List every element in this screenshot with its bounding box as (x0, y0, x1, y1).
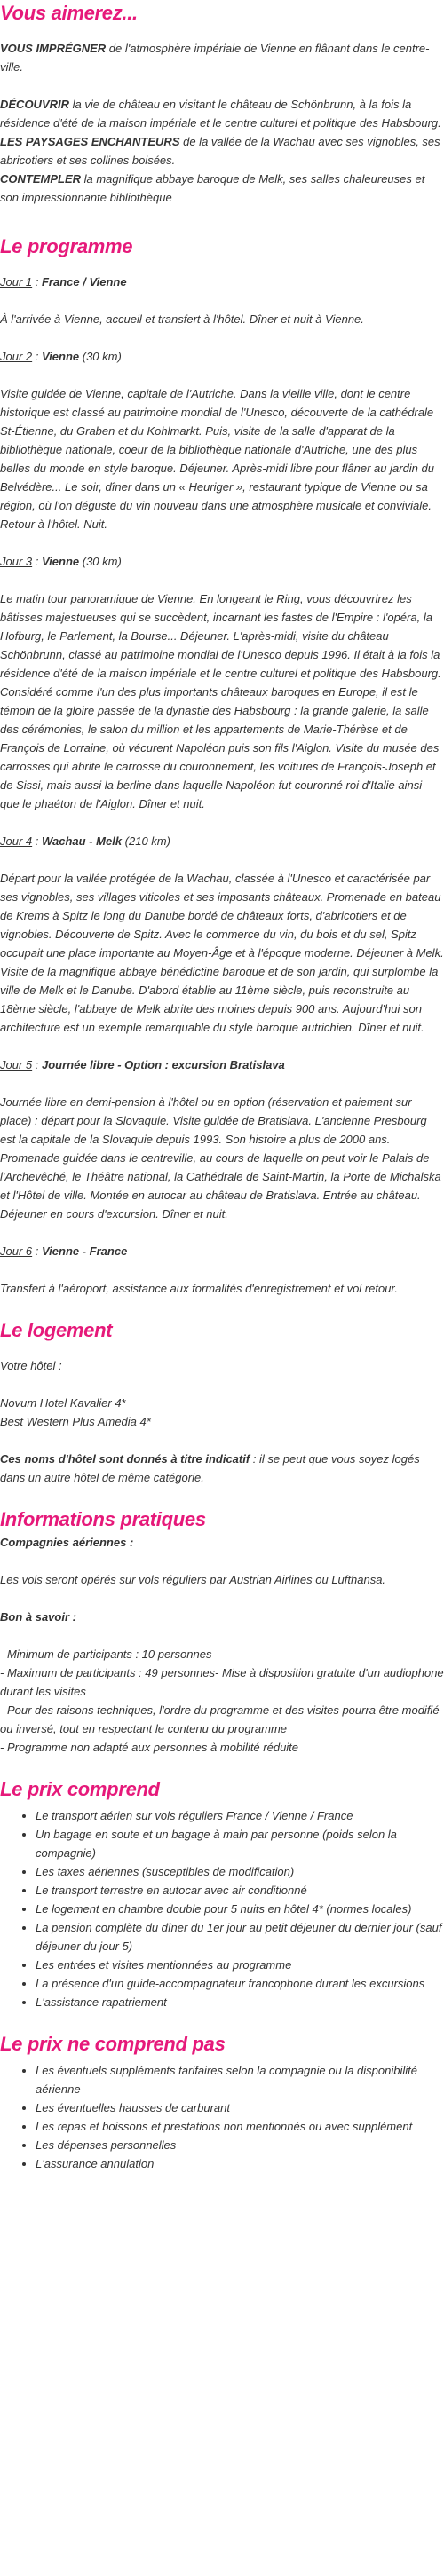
section-vous-aimerez (0, 0, 444, 207)
day-text: Départ pour la vallée protégée de la Wachau, classée à l'Unesco et caractérisée par ses vignobles, ses villages viticoles et ses imposants châteaux. Promenade en bateau de Krems à Spitz le long du Danube bordé de châteaux forts, d'abricotiers et de vignobles. Découverte de Spitz. Avec le commerce du vin, du bois et du sel, Spitz occupait une place importante au Moyen-Âge et à l'époque moderne. Déjeuner à Melk. Visite de la magnifique abbaye bénédictine baroque et de son jardin, qui surplombe la ville de Melk et le Danube. D'abord établie au 11ème siècle, puis reconstruite au 18ème siècle, l'abbaye de Melk abrite des moines depuis 900 ans. Aujourd'hui son architecture est un exemple remarquable du style baroque autrichien. Dîner et nuit. (0, 872, 444, 1034)
hotel-label: Votre hôtel : (0, 1359, 62, 1372)
know-heading: Bon à savoir : (0, 1610, 76, 1624)
section-prix-ne-comprend-pas (0, 2031, 444, 2173)
day-text: Journée libre en demi-pension à l'hôtel ou en option (réservation et paiement sur place) : départ pour la Slovaquie. Visite guidée de Bratislava. L'ancienne Presbourg est la capitale de la Slovaquie depuis 1993. Son histoire a plus de 2000 ans. Promenade guidée dans le centreville, au cours de laquelle on peut voir le Palais de l'Archevêché, le Théâtre national, la Cathédrale de Saint-Martin, la Porte de Michalska et l'Hôtel de ville. Montée en autocar au château de Bratislava. Entrée au château. Déjeuner en cours d'excursion. Dîner et nuit. (0, 1095, 441, 1221)
section-title-programme: Le programme (0, 235, 133, 257)
list-item: • La présence d'un guide-accompagnateur francophone durant les excursions (36, 1974, 444, 1993)
prix-ne-comprend-list (0, 2061, 444, 2173)
section-title-vous-aimerez: Vous aimerez... (0, 2, 138, 24)
section-title-informations: Informations pratiques (0, 1508, 206, 1530)
aimerez-item: CONTEMPLER la magnifique abbaye baroque de Melk, ses salles chaleureuses et son impressionnante bibliothèque (0, 172, 425, 204)
day-heading: Jour 2 : Vienne (30 km) (0, 350, 122, 363)
day-heading: Jour 5 : Journée libre - Option : excursion Bratislava (0, 1058, 285, 1071)
day-text: Le matin tour panoramique de Vienne. En longeant le Ring, vous découvrirez les bâtisses majestueuses qui se succèdent, incarnant les fastes de l'Empire : l'opéra, la Hofburg, le Parlement, la Bourse... Déjeuner. L'après-midi, visite du château Schönbrunn, classé au patrimoine mondial de l'Unesco depuis 1996. Il était à la fois la résidence d'été de la maison impériale et le centre culturel et politique des Habsbourg. Considéré comme l'un des plus importants châteaux baroques en Europe, il est le témoin de la gloire passée de la dynastie des Habsbourg : la grande galerie, la salle des cérémonies, le salon du million et les appartements de Marie-Thérèse et de François de Lorraine, où vécurent Napoléon puis son fils l'Aiglon. Visite du musée des carrosses qui abrite le carrosse du couronnement, les voitures de François-Joseph et de Sissi, mais aussi la berline dans laquelle Napoléon fut couronné roi d'Italie ainsi que le phaéton de l'Aiglon. Dîner et nuit. (0, 592, 441, 810)
list-item: • Les entrées et visites mentionnées au programme (36, 1956, 444, 1974)
day-heading: Jour 3 : Vienne (30 km) (0, 555, 122, 568)
hotel-name: Novum Hotel Kavalier 4* (0, 1396, 126, 1410)
list-item: • Un bagage en soute et un bagage à main par personne (poids selon la compagnie) (36, 1825, 444, 1862)
list-item: • Le transport terrestre en autocar avec air conditionné (36, 1881, 444, 1900)
aimerez-item: LES PAYSAGES ENCHANTEURS de la vallée de la Wachau avec ses vignobles, ses abricotiers et ses collines boisées. (0, 135, 440, 167)
list-item: • Les dépenses personnelles (36, 2136, 444, 2154)
know-line: - Programme non adapté aux personnes à mobilité réduite (0, 1741, 299, 1754)
section-prix-comprend (0, 1776, 444, 2011)
airlines-heading: Compagnies aériennes : (0, 1536, 134, 1549)
prix-comprend-list (0, 1806, 444, 2011)
section-informations-pratiques (0, 1506, 444, 1757)
list-item: • Les éventuelles hausses de carburant (36, 2098, 444, 2117)
section-programme (0, 233, 444, 1298)
day-text: Visite guidée de Vienne, capitale de l'Autriche. Dans la vieille ville, dont le centre historique est classé au patrimoine mondial de l'Unesco, découverte de la cathédrale St-Étienne, du Graben et du Kohlmarkt. Puis, visite de la salle d'apparat de la bibliothèque nationale, coeur de la bibliothèque nationale d'Autriche, une des plus belles du monde en style baroque. Déjeuner. Après-midi libre pour flâner au jardin du Belvédère... Le soir, dîner dans un « Heuriger », restaurant typique de Vienne ou sa région, où l'on déguste du vin nouveau dans une atmosphère musicale et conviviale. Retour à l'hôtel. Nuit. (0, 387, 434, 531)
list-item: • Le logement en chambre double pour 5 nuits en hôtel 4* (normes locales) (36, 1900, 444, 1918)
section-logement (0, 1317, 444, 1487)
list-item: • La pension complète du dîner du 1er jour au petit déjeuner du dernier jour (sauf déjeuner du jour 5) (36, 1918, 444, 1956)
day-heading: Jour 1 : France / Vienne (0, 275, 127, 288)
section-title-prix-ne-comprend: Le prix ne comprend pas (0, 2033, 226, 2055)
day-heading: Jour 6 : Vienne - France (0, 1245, 128, 1258)
list-item: • L'assistance rapatriement (36, 1993, 444, 2011)
aimerez-item: VOUS IMPRÉGNER de l'atmosphère impériale de Vienne en flânant dans le centre-ville. (0, 42, 430, 74)
know-line: - Pour des raisons techniques, l'ordre du programme et des visites pourra être modifié ou inversé, tout en respectant le contenu du programme (0, 1703, 440, 1735)
list-item: • L'assurance annulation (36, 2154, 444, 2173)
hotel-note: Ces noms d'hôtel sont donnés à titre indicatif : il se peut que vous soyez logés dans un autre hôtel de même catégorie. (0, 1452, 420, 1484)
list-item: • Les taxes aériennes (susceptibles de modification) (36, 1862, 444, 1881)
know-line: - Minimum de participants : 10 personnes (0, 1648, 212, 1661)
section-title-logement: Le logement (0, 1319, 113, 1341)
day-text: Transfert à l'aéroport, assistance aux formalités d'enregistrement et vol retour. (0, 1282, 398, 1295)
list-item: • Les éventuels suppléments tarifaires selon la compagnie ou la disponibilité aérienne (36, 2061, 444, 2098)
list-item: • Le transport aérien sur vols réguliers France / Vienne / France (36, 1806, 444, 1825)
day-text: À l'arrivée à Vienne, accueil et transfert à l'hôtel. Dîner et nuit à Vienne. (0, 312, 364, 326)
aimerez-item: DÉCOUVRIR la vie de château en visitant le château de Schönbrunn, à la fois la résidence d'été de la maison impériale et le centre culturel et politique des Habsbourg. (0, 98, 441, 130)
list-item: • Les repas et boissons et prestations non mentionnés ou avec supplément (36, 2117, 444, 2136)
know-line: - Maximum de participants : 49 personnes- Mise à disposition gratuite d'un audiophone durant les visites (0, 1666, 444, 1698)
section-title-prix-comprend: Le prix comprend (0, 1778, 160, 1800)
hotel-name: Best Western Plus Amedia 4* (0, 1415, 151, 1428)
day-heading: Jour 4 : Wachau - Melk (210 km) (0, 834, 170, 848)
airlines-text: Les vols seront opérés sur vols réguliers par Austrian Airlines ou Lufthansa. (0, 1573, 386, 1586)
